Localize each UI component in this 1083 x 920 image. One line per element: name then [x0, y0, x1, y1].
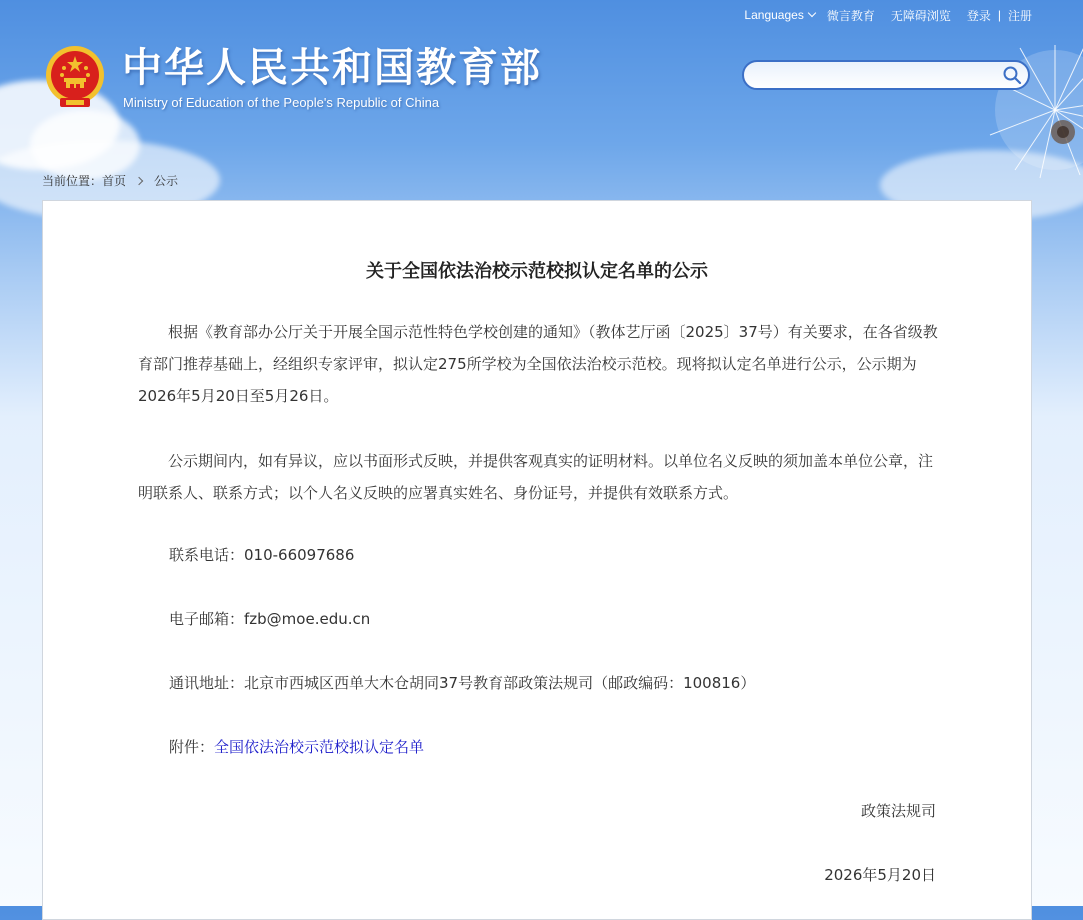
- contact-email: 电子邮箱：fzb@moe.edu.cn: [169, 610, 371, 628]
- breadcrumb-home-link[interactable]: 首页: [102, 174, 127, 188]
- contact-address: 通讯地址：北京市西城区西单大木仓胡同37号教育部政策法规司（邮政编码：100816）: [169, 674, 756, 692]
- site-title-en: Ministry of Education of the People's Republic of China: [123, 95, 440, 110]
- accessibility-link[interactable]: 无障碍浏览: [890, 8, 951, 23]
- register-link[interactable]: 注册: [1007, 8, 1032, 23]
- site-title-cn[interactable]: 中华人民共和国教育部: [122, 45, 542, 91]
- attachment-label: 附件：: [169, 738, 215, 756]
- national-emblem-icon[interactable]: [44, 44, 106, 112]
- article-paragraph: [138, 316, 938, 412]
- search-icon[interactable]: [1002, 65, 1022, 85]
- chevron-right-icon: [135, 176, 143, 184]
- breadcrumb: [42, 172, 178, 189]
- search-box: [742, 60, 1030, 90]
- chevron-down-icon: [808, 9, 816, 17]
- attachment-line: [169, 731, 424, 763]
- link-separator: |: [997, 8, 1001, 22]
- paragraph-text: 根据《教育部办公厅关于开展全国示范性特色学校创建的通知》（教体艺厅函〔2025〕37号）有关要求，在各省级教育部门推荐基础上，经组织专家评审，拟认定275所学校为全国依法治校示范校。现将拟认定名单进行公示，公示期为2026年5月20日至5月26日。: [138, 323, 938, 405]
- top-links-bar: [744, 6, 1032, 24]
- signature-department: 政策法规司: [860, 802, 936, 820]
- article-title: 关于全国依法治校示范校拟认定名单的公示: [366, 261, 708, 282]
- weiyan-jiaoyu-link[interactable]: 微言教育: [826, 8, 875, 23]
- languages-dropdown[interactable]: [744, 8, 814, 22]
- languages-label: Languages: [744, 8, 804, 22]
- contact-phone: 联系电话：010-66097686: [169, 546, 355, 564]
- signature-date: 2026年5月20日: [824, 866, 936, 884]
- login-link[interactable]: 登录: [966, 8, 991, 23]
- breadcrumb-prefix: 当前位置：: [42, 174, 103, 188]
- paragraph-text: 公示期间内，如有异议，应以书面形式反映，并提供客观真实的证明材料。以单位名义反映的须加盖本单位公章，注明联系人、联系方式；以个人名义反映的应署真实姓名、身份证号，并提供有效联系方式。: [138, 452, 934, 502]
- article-panel: [42, 200, 1032, 920]
- breadcrumb-current[interactable]: 公示: [154, 174, 179, 188]
- article-paragraph: [138, 445, 938, 509]
- search-input[interactable]: [756, 65, 1000, 87]
- attachment-link[interactable]: 全国依法治校示范校拟认定名单: [214, 738, 425, 756]
